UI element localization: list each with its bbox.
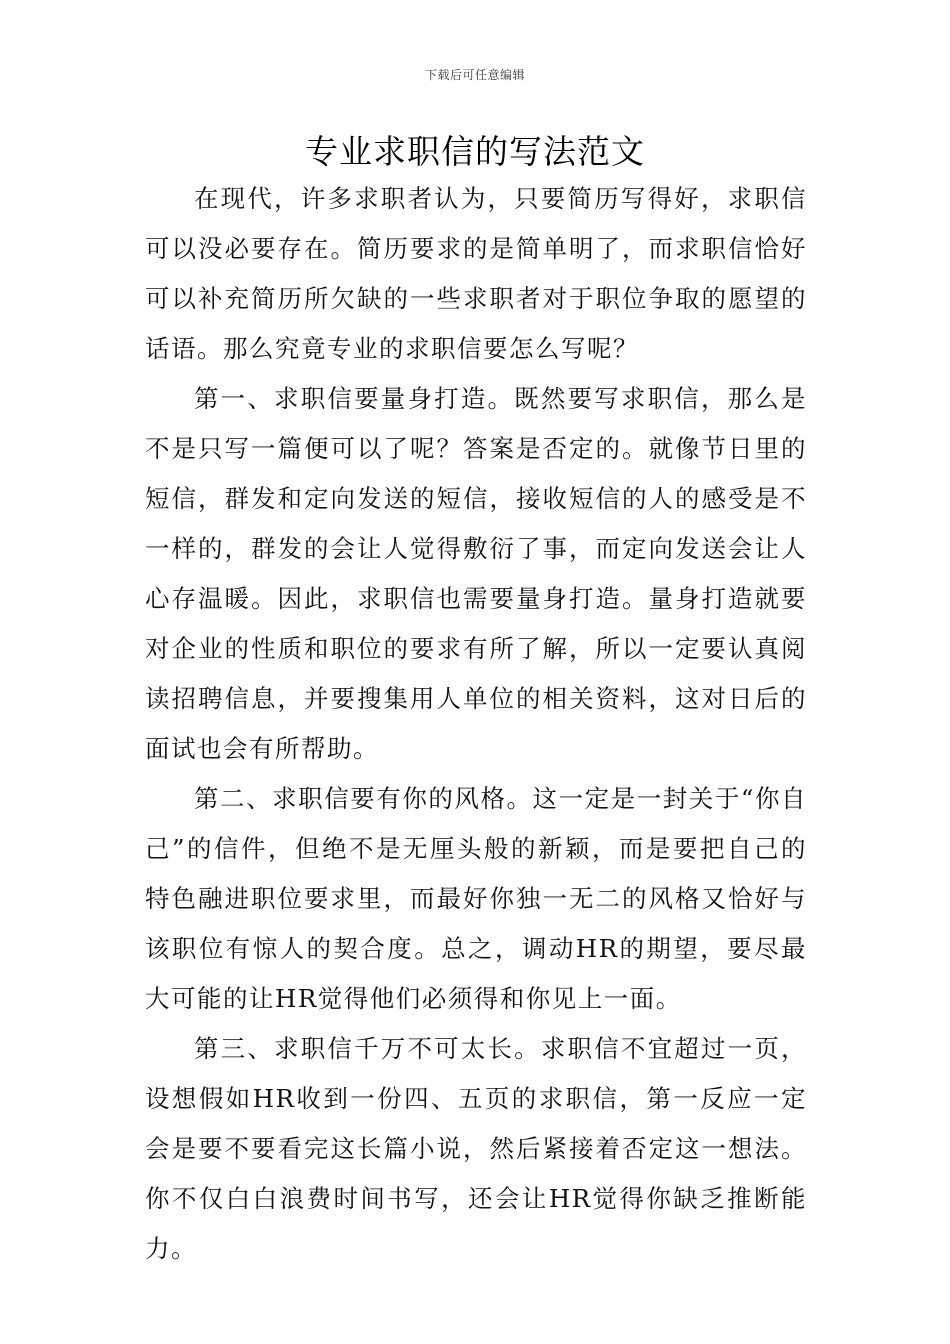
page-header-note: 下载后可任意编辑 [424, 68, 525, 82]
paragraph-intro: 在现代，许多求职者认为，只要简历写得好，求职信可以没必要存在。简历要求的是简单明了，而求职信恰好可以补充简历所欠缺的一些求职者对于职位争取的愿望的话语。那么究竟专业的求职信要怎么写呢？ [145, 184, 807, 363]
paragraph-point-1: 第一、求职信要量身打造。既然要写求职信，那么是不是只写一篇便可以了呢？答案是否定的。就像节日里的短信，群发和定向发送的短信，接收短信的人的感受是不一样的，群发的会让人觉得敷衍了事，而定向发送会让人心存温暖。因此，求职信也需要量身打造。量身打造就要对企业的性质和职位的要求有所了解，所以一定要认真阅读招聘信息，并要搜集用人单位的相关资料，这对日后的面试也会有所帮助。 [145, 384, 807, 763]
paragraph-point-2: 第二、求职信要有你的风格。这一定是一封关于“你自己”的信件，但绝不是无厘头般的新颖，而是要把自己的特色融进职位要求里，而最好你独一无二的风格又恰好与该职位有惊人的契合度。总之，调动HR的期望，要尽最大可能的让HR觉得他们必须得和你见上一面。 [145, 784, 807, 1013]
document-title: 专业求职信的写法范文 [305, 132, 645, 171]
document-body [145, 174, 807, 1274]
paragraph-point-3: 第三、求职信千万不可太长。求职信不宜超过一页，设想假如HR收到一份四、五页的求职信，第一反应一定会是要不要看完这长篇小说，然后紧接着否定这一想法。你不仅白白浪费时间书写，还会让HR觉得你缺乏推断能力。 [145, 1034, 807, 1263]
